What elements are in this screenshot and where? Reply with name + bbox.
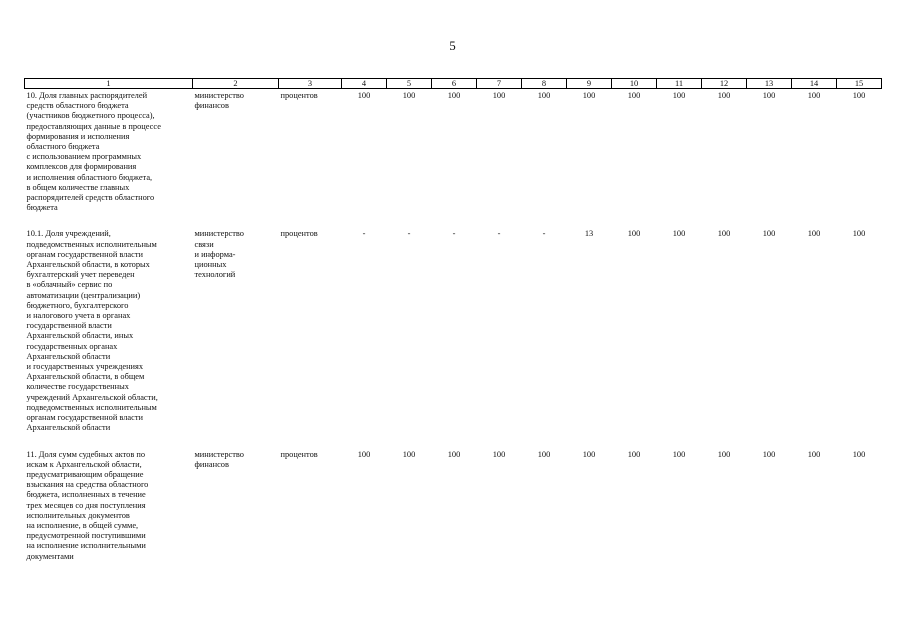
indicator-executor: министерство связи и информа- ционных технологий (194, 229, 244, 280)
column-header: 14 (792, 79, 837, 89)
indicator-name: 10.1. Доля учреждений, подведомственных исполнительным органам государственной власти Архангельской области, в которых бухгалтерский учет переведен в «облачный» сервис по автоматизации (централизации) бюджетного, бухгалтерского и налогового учета в органах государственной власти Архангельской области, иных государственных органах Архангельской области и государственных учреждениях Архангельской области, в общем количестве государственных учреждений Архангельской области, подведомственных исполнительным органам государственной власти Архангельской области (26, 229, 158, 433)
table-header (25, 79, 882, 89)
indicator-value: 100 (807, 449, 821, 459)
indicator-value: 100 (717, 91, 731, 100)
column-header: 11 (657, 79, 702, 89)
column-header: 10 (612, 79, 657, 89)
indicator-value: - (497, 229, 501, 239)
indicator-value: 100 (672, 229, 686, 239)
column-header: 13 (747, 79, 792, 89)
column-header: 2 (193, 79, 279, 89)
indicator-value: 100 (627, 91, 641, 100)
indicator-value: 13 (584, 229, 594, 239)
indicator-value: 100 (672, 91, 686, 100)
indicator-value: 100 (582, 449, 596, 459)
indicator-value: 100 (852, 449, 866, 459)
indicator-value: 100 (627, 229, 641, 239)
indicator-unit: процентов (280, 449, 318, 459)
indicator-value: 100 (717, 229, 731, 239)
indicator-value: 100 (357, 449, 371, 459)
column-header: 3 (279, 79, 342, 89)
indicator-value: - (452, 229, 456, 239)
column-header: 15 (837, 79, 882, 89)
indicators-table (24, 78, 882, 562)
indicator-value: - (407, 229, 411, 239)
indicator-unit: процентов (280, 229, 318, 239)
indicator-value: 100 (357, 91, 371, 100)
indicator-value: 100 (717, 449, 731, 459)
page-number: 5 (449, 38, 456, 53)
indicator-value: 100 (852, 91, 866, 100)
column-header: 9 (567, 79, 612, 89)
indicator-value: 100 (447, 449, 461, 459)
column-header: 7 (477, 79, 522, 89)
column-header: 1 (25, 79, 193, 89)
indicator-value: 100 (402, 91, 416, 100)
indicator-value: - (542, 229, 546, 239)
column-header: 5 (387, 79, 432, 89)
indicator-value: 100 (582, 91, 596, 100)
indicator-value: 100 (492, 449, 506, 459)
indicator-value: 100 (447, 91, 461, 100)
indicator-value: 100 (762, 91, 776, 100)
indicator-name: 10. Доля главных распорядителей средств областного бюджета (участников бюджетного процесса), предоставляющих данные в процессе формирования и исполнения областного бюджета с использованием программных комплексов для формирования и исполнения областного бюджета, в общем количестве главных распорядителей средств областного бюджета (26, 91, 161, 213)
indicator-name: 11. Доля сумм судебных актов по искам к Архангельской области, предусматривающим обращение взыскания на средства областного бюджета, исполненных в течение трех месяцев со дня поступления исполнительных документов на исполнение, в общей сумме, предусмотренной поступившими на исполнение исполнительными документами (26, 449, 149, 561)
indicator-value: 100 (402, 449, 416, 459)
row-spacer (25, 434, 882, 448)
header-row (25, 79, 882, 89)
table-row (25, 448, 882, 562)
indicator-value: 100 (807, 229, 821, 239)
indicator-value: 100 (627, 449, 641, 459)
indicator-value: 100 (762, 449, 776, 459)
table-row (25, 89, 882, 214)
indicator-value: 100 (852, 229, 866, 239)
column-header: 4 (342, 79, 387, 89)
indicator-executor: министерство финансов (194, 449, 244, 469)
indicator-value: 100 (492, 91, 506, 100)
column-header: 6 (432, 79, 477, 89)
column-header: 12 (702, 79, 747, 89)
table-row (25, 227, 882, 433)
row-spacer (25, 213, 882, 227)
indicator-value: 100 (537, 91, 551, 100)
indicator-value: 100 (807, 91, 821, 100)
indicator-value: 100 (672, 449, 686, 459)
indicator-value: - (362, 229, 366, 239)
indicator-value: 100 (537, 449, 551, 459)
column-header: 8 (522, 79, 567, 89)
indicator-value: 100 (762, 229, 776, 239)
indicator-unit: процентов (280, 91, 318, 100)
indicator-executor: министерство финансов (194, 91, 244, 111)
